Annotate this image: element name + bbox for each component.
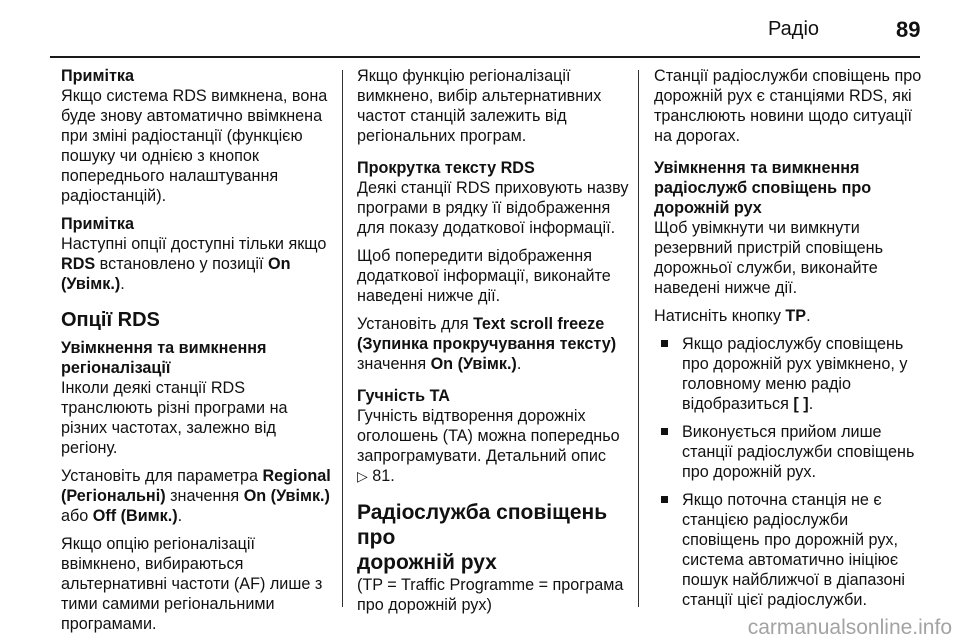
header-divider bbox=[50, 56, 920, 58]
text-scroll-title: Прокрутка тексту RDS bbox=[357, 159, 535, 177]
regional-setting-text: Установіть для параметра Regional (Регіональні) значення On (Увімк.) або Off (Вимк.). bbox=[61, 467, 331, 525]
note-2-text: Наступні опції доступні тільки якщо RDS встановлено у позиції On (Увімк.). bbox=[61, 235, 327, 293]
page-reference-link[interactable]: 81. bbox=[372, 467, 395, 485]
column-2 bbox=[357, 66, 629, 623]
column-divider-1 bbox=[342, 70, 343, 607]
regional-title: Увімкнення та вимкнення регіоналізації bbox=[61, 339, 267, 377]
page-header bbox=[0, 0, 960, 58]
note-1-title: Примітка bbox=[61, 67, 134, 85]
list-item: Виконується прийом лише станції радіослужби сповіщень про дорожній рух. bbox=[654, 422, 926, 482]
tp-subtitle: (TP = Traffic Programme = програма про дорожній рух) bbox=[357, 576, 624, 614]
bullet-square-icon bbox=[661, 340, 668, 347]
text-scroll-setting: Установіть для Text scroll freeze (Зупинка прокручування тексту) значення On (Увімк.). bbox=[357, 315, 617, 373]
regional-off-text: Якщо функцію регіоналізації вимкнено, вибір альтернативних частот станцій залежить від регіональних програм. bbox=[357, 67, 602, 145]
bullet-square-icon bbox=[661, 496, 668, 503]
press-tp-instruction: Натисніть кнопку TP. bbox=[654, 307, 811, 325]
list-item: Якщо радіослужбу сповіщень про дорожній рух увімкнено, у головному меню радіо відобразиться [ ]. bbox=[654, 334, 926, 414]
triangle-right-icon: ▷ bbox=[357, 468, 368, 484]
text-scroll-text-2: Щоб попередити відображення додаткової інформації, виконайте наведені нижче дії. bbox=[357, 247, 611, 305]
list-item: Якщо поточна станція не є станцією радіослужби сповіщень про дорожній рух, система автоматично ініціює пошук найближчої в діапазоні станції цієї радіослужби. bbox=[654, 490, 926, 610]
tp-onoff-title: Увімкнення та вимкнення радіослужб сповіщень про дорожній рух bbox=[654, 159, 872, 217]
regional-text-2: Якщо опцію регіоналізації ввімкнено, вибираються альтернативні частоти (AF) лише з тими самими регіональними програмами. bbox=[61, 535, 323, 633]
bullet-square-icon bbox=[661, 428, 668, 435]
watermark: carmanualsonline.info bbox=[747, 616, 952, 639]
ta-volume-text: Гучність відтворення дорожніх оголошень (TA) можна попередньо запрограмувати. Детальний опис ▷ 81. bbox=[357, 407, 620, 485]
tp-stations-text: Станції радіослужби сповіщень про дорожній рух є станціями RDS, які транслюють новини щодо ситуації на дорогах. bbox=[654, 67, 922, 145]
text-scroll-text: Деякі станції RDS приховують назву програми в рядку її відображення для показу додаткової інформації. bbox=[357, 179, 629, 237]
section-title-rds-options: Опції RDS bbox=[61, 309, 160, 331]
column-divider-2 bbox=[638, 70, 639, 607]
column-1 bbox=[61, 66, 333, 642]
ta-volume-title: Гучність TA bbox=[357, 387, 450, 405]
page-number: 89 bbox=[896, 17, 921, 42]
tp-bullet-list bbox=[654, 334, 926, 610]
header-title: Радіо bbox=[768, 18, 820, 40]
tp-section-title: Радіослужба сповіщень про дорожній рух bbox=[357, 501, 608, 574]
note-1-text: Якщо система RDS вимкнена, вона буде знову автоматично ввімкнена при зміні радіостанції (функцією пошуку чи однією з кнопок попереднього налаштування радіостанцій). bbox=[61, 87, 328, 205]
tp-onoff-text: Щоб увімкнути чи вимкнути резервний пристрій сповіщень дорожньої служби, виконайте наведені нижче дії. bbox=[654, 219, 884, 297]
note-2-title: Примітка bbox=[61, 215, 134, 233]
regional-text: Інколи деякі станції RDS транслюють різні програми на різних частотах, залежно від регіону. bbox=[61, 379, 288, 457]
column-3 bbox=[654, 66, 926, 618]
